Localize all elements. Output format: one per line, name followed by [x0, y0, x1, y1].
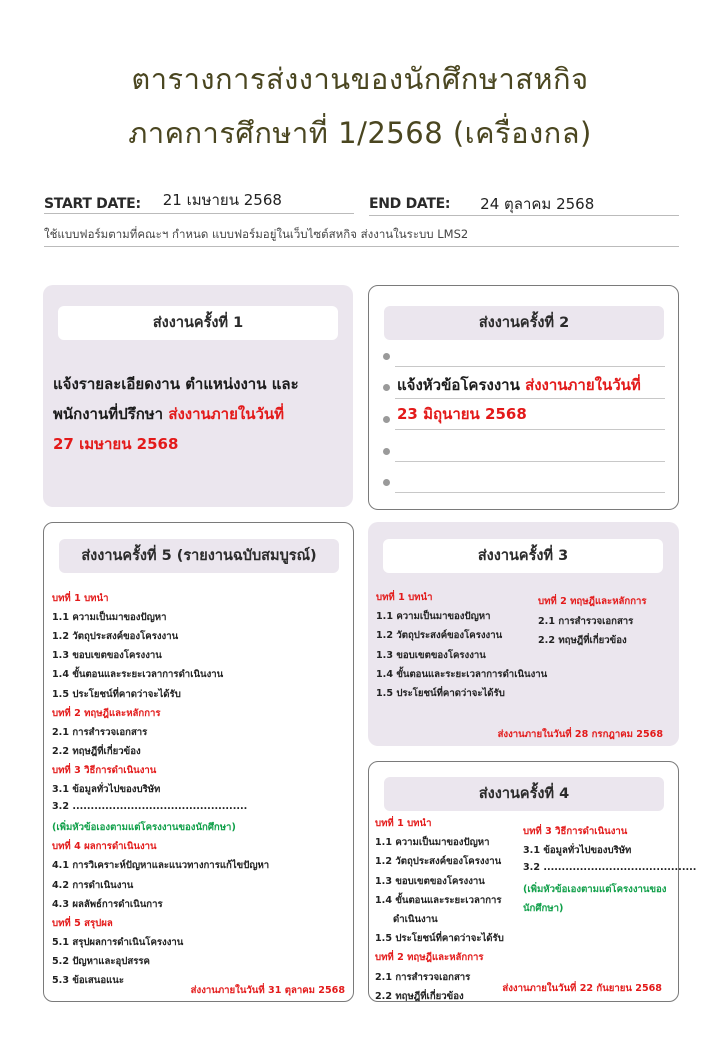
start-date-underline	[44, 213, 354, 214]
outline-item: 2.1 การสำรวจเอกสาร	[52, 726, 148, 738]
outline-item: 1.3 ขอบเขตของโครงงาน	[375, 875, 485, 887]
outline-item: 5.1 สรุปผลการดำเนินโครงงาน	[52, 936, 184, 948]
end-date-value: 24 ตุลาคม 2568	[480, 195, 595, 213]
instruction-note: ใช้แบบฟอร์มตามที่คณะฯ กำหนด แบบฟอร์มอยู่ในเว็บไซต์สหกิจ ส่งงานในระบบ LMS2	[44, 227, 469, 241]
chapter-heading: บทที่ 3 วิธีการดำเนินงาน	[523, 826, 628, 837]
bullet-icon	[383, 479, 390, 486]
outline-item: 5.3 ข้อเสนอแนะ	[52, 975, 125, 986]
card-1-deadline-date: 27 เมษายน 2568	[53, 435, 179, 453]
outline-item: 1.1 ความเป็นมาของปัญหา	[375, 837, 490, 849]
chapter-heading: บทที่ 1 บทนำ	[375, 818, 432, 829]
start-date-row	[44, 188, 282, 212]
card-4-heading: ส่งงานครั้งที่ 4	[384, 777, 664, 811]
card-3-deadline: ส่งงานภายในวันที่ 28 กรกฎาคม 2568	[497, 729, 663, 740]
outline-item: 2.2 ทฤษฎีที่เกี่ยวข้อง	[52, 745, 141, 757]
end-date-label: END DATE:	[369, 196, 451, 212]
outline-item: (เพิ่มหัวข้อเองตามแต่โครงงานของนักศึกษา)	[52, 822, 236, 834]
page-subtitle: ภาคการศึกษาที่ 1/2568 (เครื่องกล)	[128, 116, 592, 150]
submission-card-1	[43, 285, 353, 507]
outline-item: 1.2 วัตถุประสงค์ของโครงงาน	[52, 631, 179, 643]
submission-card-5	[43, 522, 354, 1002]
outline-item: 1.5 ประโยชน์ที่คาดว่าจะได้รับ	[375, 933, 504, 945]
submission-card-2	[368, 285, 679, 510]
outline-item: 1.1 ความเป็นมาของปัญหา	[376, 611, 491, 623]
note-underline	[44, 246, 679, 247]
outline-item: 4.1 การวิเคราะห์ปัญหาและแนวทางการแก้ไขปัญหา	[52, 860, 270, 872]
bullet-icon	[383, 416, 390, 423]
chapter-heading: บทที่ 2 ทฤษฎีและหลักการ	[538, 596, 647, 607]
card-1-line-2-text: พนักงานที่ปรึกษา	[53, 405, 169, 423]
chapter-heading: บทที่ 1 บทนำ	[376, 592, 433, 603]
bullet-icon	[383, 384, 390, 391]
chapter-heading: บทที่ 4 ผลการดำเนินงาน	[52, 841, 157, 853]
card-2-line-1	[397, 370, 641, 400]
card-2-rule	[395, 429, 665, 430]
card-2-line-1-text: แจ้งหัวข้อโครงงาน	[397, 376, 526, 394]
outline-item: (เพิ่มหัวข้อเองตามแต่โครงงานของ	[523, 883, 667, 895]
end-date-underline	[369, 215, 679, 216]
card-2-heading: ส่งงานครั้งที่ 2	[384, 306, 664, 340]
outline-item: 5.2 ปัญหาและอุปสรรค	[52, 955, 150, 967]
page-title: ตารางการส่งงานของนักศึกษาสหกิจ	[131, 62, 589, 96]
card-2-rule	[395, 461, 665, 462]
outline-item: 2.1 การสำรวจเอกสาร	[538, 615, 634, 627]
submission-card-3	[368, 522, 679, 746]
card-2-rule	[395, 366, 665, 367]
outline-item: 4.2 การดำเนินงาน	[52, 879, 134, 891]
bullet-icon	[383, 448, 390, 455]
card-1-line-1: แจ้งรายละเอียดงาน ตำแหน่งงาน และ	[53, 375, 299, 393]
card-4-deadline: ส่งงานภายในวันที่ 22 กันยายน 2568	[502, 983, 662, 994]
outline-item: 1.5 ประโยชน์ที่คาดว่าจะได้รับ	[52, 688, 181, 700]
card-5-heading: ส่งงานครั้งที่ 5 (รายงานฉบับสมบูรณ์)	[59, 539, 339, 573]
outline-item: 1.5 ประโยชน์ที่คาดว่าจะได้รับ	[376, 688, 505, 699]
outline-item: 1.3 ขอบเขตของโครงงาน	[376, 649, 486, 661]
outline-item: 4.3 ผลลัพธ์การดำเนินการ	[52, 898, 163, 910]
card-3-heading: ส่งงานครั้งที่ 3	[383, 539, 663, 573]
chapter-heading: บทที่ 3 วิธีการดำเนินงาน	[52, 764, 157, 776]
outline-item: 2.2 ทฤษฎีที่เกี่ยวข้อง	[375, 990, 464, 1002]
outline-item: ดำเนินงาน	[393, 914, 438, 925]
outline-item: 1.2 วัตถุประสงค์ของโครงงาน	[375, 856, 502, 868]
card-2-deadline-label: ส่งงานภายในวันที่	[525, 376, 641, 394]
start-date-value: 21 เมษายน 2568	[162, 191, 282, 209]
card-5-deadline: ส่งงานภายในวันที่ 31 ตุลาคม 2568	[190, 985, 345, 996]
outline-item: 1.1 ความเป็นมาของปัญหา	[52, 612, 167, 624]
outline-item: 3.2 ..........................................	[523, 862, 697, 874]
outline-item: 1.4 ขั้นตอนและระยะเวลาการ	[375, 894, 502, 906]
outline-item: 2.1 การสำรวจเอกสาร	[375, 971, 471, 983]
outline-item: 3.1 ข้อมูลทั่วไปของบริษัท	[52, 784, 161, 795]
submission-card-4	[368, 761, 697, 1002]
outline-item: 2.2 ทฤษฎีที่เกี่ยวข้อง	[538, 635, 627, 646]
card-2-deadline-date: 23 มิถุนายน 2568	[397, 405, 527, 423]
outline-item: นักศึกษา)	[523, 902, 564, 914]
outline-item: 1.4 ขั้นตอนและระยะเวลาการดำเนินงาน	[52, 669, 224, 681]
card-2-rule	[395, 492, 665, 493]
card-1-line-2	[53, 399, 284, 429]
chapter-heading: บทที่ 2 ทฤษฎีและหลักการ	[375, 952, 484, 964]
outline-item: 3.1 ข้อมูลทั่วไปของบริษัท	[523, 845, 632, 857]
card-1-deadline-label: ส่งงานภายในวันที่	[168, 405, 285, 423]
bullet-icon	[383, 353, 390, 360]
card-1-heading: ส่งงานครั้งที่ 1	[58, 306, 338, 340]
chapter-heading: บทที่ 2 ทฤษฎีและหลักการ	[52, 707, 161, 719]
chapter-heading: บทที่ 1 บทนำ	[52, 593, 109, 604]
start-date-label: START DATE:	[44, 196, 141, 212]
outline-item: 1.4 ขั้นตอนและระยะเวลาการดำเนินงาน	[376, 668, 548, 680]
outline-item: 1.2 วัตถุประสงค์ของโครงงาน	[376, 630, 503, 642]
outline-item: 3.2 ................................................	[52, 801, 248, 813]
chapter-heading: บทที่ 5 สรุปผล	[52, 917, 113, 929]
end-date-row	[369, 188, 594, 212]
outline-item: 1.3 ขอบเขตของโครงงาน	[52, 650, 162, 662]
